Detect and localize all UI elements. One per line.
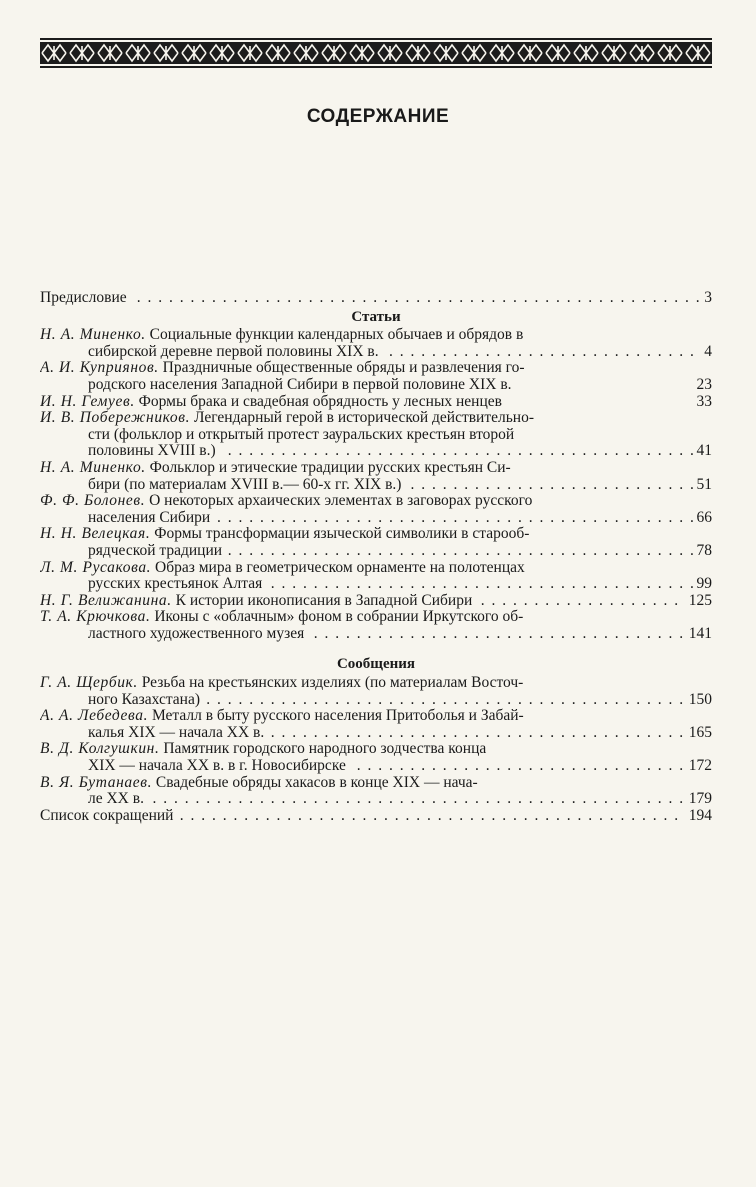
toc-entry-line	[40, 791, 712, 808]
toc-page-number: 3	[700, 290, 712, 307]
toc-page-number: 179	[685, 791, 712, 808]
toc-entry-line	[40, 758, 712, 775]
toc-entry-line	[40, 360, 712, 377]
toc-entry-author: Н. Г. Велижанина.	[40, 592, 172, 609]
toc-page-number: 41	[693, 443, 713, 460]
toc-entry-title-part: населения Сибири	[88, 509, 211, 526]
toc-entry-line	[40, 609, 712, 626]
toc-page-number: 99	[693, 576, 713, 593]
toc-entry-title-part: сибирской деревне первой половины XIX в.	[88, 343, 379, 360]
toc-entry-text	[88, 791, 148, 807]
toc-entry-line	[40, 377, 712, 394]
toc-page-number: 51	[693, 477, 713, 494]
toc-entry-title-part: Памятник городского народного зодчества конца	[163, 741, 487, 758]
toc-entry-text	[88, 576, 266, 592]
toc-entry-title-part: калья XIX — начала XX в.	[88, 724, 265, 741]
toc-entry-line	[40, 344, 712, 361]
toc-entry-title-part: Формы брака и свадебная обрядность у лесных ненцев	[138, 393, 502, 410]
toc-entry-text	[88, 344, 383, 360]
toc-entry-title-part: русских крестьянок Алтая	[88, 576, 263, 593]
toc-entry-text	[88, 725, 268, 741]
toc-entry-line	[40, 560, 712, 577]
toc-entry-author: Н. А. Миненко.	[40, 459, 146, 476]
toc-page-number: 23	[693, 377, 713, 394]
toc-entry-line	[40, 808, 712, 825]
toc-entry	[40, 394, 712, 411]
toc-entry-author: А. И. Куприянов.	[40, 360, 159, 377]
section-heading: Статьи	[351, 308, 401, 325]
toc-entry-author: В. Я. Бутанаев.	[40, 774, 153, 791]
toc-entry-title-part: бири (по материалам XVIII в.— 60-х гг. XIX в.)	[88, 476, 402, 493]
toc-entry-title-part: Иконы с «облачным» фоном в собрании Иркутского об-	[154, 609, 524, 626]
toc-entry-text	[88, 443, 220, 459]
toc-entry-text	[88, 543, 226, 559]
toc-entry-line	[40, 543, 712, 560]
table-of-contents	[40, 290, 712, 824]
toc-entry-author: Н. А. Миненко.	[40, 327, 146, 344]
toc-entry-text	[88, 510, 214, 526]
toc-entry-line	[40, 675, 712, 692]
toc-entry-text	[40, 394, 506, 410]
toc-entry-text	[88, 626, 308, 642]
toc-entry-title-part: Формы трансформации языческой символики в старооб-	[154, 526, 530, 543]
toc-entry-title-part: XIX — начала XX в. в г. Новосибирске	[88, 758, 346, 775]
toc-entry-title-part: ле XX в.	[88, 791, 144, 808]
toc-entry	[40, 526, 712, 559]
toc-entry-line	[40, 775, 712, 792]
toc-entry	[40, 775, 712, 808]
toc-entry-line	[40, 526, 712, 543]
toc-entry-title-part: сти (фольклор и открытый протест зауральских крестьян второй	[88, 426, 515, 443]
toc-entry-author: Н. Н. Велецкая.	[40, 526, 151, 543]
toc-entry-line	[40, 290, 712, 307]
toc-entry-line	[40, 692, 712, 709]
toc-entry-title-part: Образ мира в геометрическом орнаменте на полотенцах	[155, 559, 525, 576]
toc-entry-title-part: Праздничные общественные обряды и развлечения го-	[162, 360, 525, 377]
toc-entry-title-part: Металл в быту русского населения Притоболья и Забай-	[151, 708, 524, 725]
ornament-pattern-icon	[40, 38, 712, 68]
toc-entry	[40, 493, 712, 526]
toc-entry-author: А. А. Лебедева.	[40, 708, 149, 725]
toc-entry-author: Ф. Ф. Болонев.	[40, 493, 146, 510]
toc-entry-line	[40, 493, 712, 510]
toc-entry-line	[40, 460, 712, 477]
toc-entry-line	[40, 708, 712, 725]
toc-entry-line	[40, 510, 712, 527]
toc-entry-author: И. Н. Гемуев.	[40, 393, 135, 410]
section-heading: Сообщения	[336, 656, 416, 673]
toc-entry-text	[40, 593, 476, 609]
toc-entry	[40, 741, 712, 774]
toc-page-number: 33	[693, 394, 713, 411]
toc-entry-title: Список сокращений	[40, 808, 177, 824]
toc-entry-author: Т. А. Крючкова.	[40, 609, 151, 626]
toc-entry	[40, 708, 712, 741]
toc-entry-line	[40, 741, 712, 758]
toc-page-number: 165	[685, 725, 712, 742]
toc-entry-author: И. В. Побережников.	[40, 410, 191, 427]
toc-entry-title-part: К истории иконописания в Западной Сибири	[175, 592, 473, 609]
toc-entry-title-part: Легендарный герой в исторической действительно-	[193, 410, 535, 427]
toc-entry-line	[40, 725, 712, 742]
toc-page-number: 78	[693, 543, 713, 560]
toc-entry-author: Г. А. Щербик.	[40, 675, 138, 692]
toc-entry	[40, 410, 712, 460]
toc-entry-line	[40, 477, 712, 494]
toc-entry-title-part: Резьба на крестьянских изделиях (по материалам Восточ-	[141, 675, 524, 692]
toc-entry-line	[40, 593, 712, 610]
toc-page-number: 194	[685, 808, 712, 825]
toc-entry-title-part: Фольклор и этические традиции русских крестьян Си-	[149, 459, 511, 476]
toc-entry	[40, 560, 712, 593]
toc-page-number: 125	[685, 593, 712, 610]
toc-entry	[40, 593, 712, 610]
toc-entry	[40, 675, 712, 708]
toc-entry-line	[40, 327, 712, 344]
toc-entry-title-part: рядческой традиции	[88, 542, 223, 559]
toc-entry	[40, 460, 712, 493]
toc-entry-title-part: О некоторых архаических элементах в заговорах русского	[149, 493, 533, 510]
toc-entry-title-part: Свадебные обряды хакасов в конце XIX — нача-	[155, 774, 478, 791]
toc-entry-abbreviations	[40, 808, 712, 825]
toc-page-number: 172	[685, 758, 712, 775]
toc-entry-title: Предисловие	[40, 290, 131, 306]
toc-entry-text	[88, 692, 204, 708]
toc-entry-text	[88, 377, 516, 393]
toc-entry-title-part: ластного художественного музея	[88, 625, 305, 642]
toc-entry-author: В. Д. Колгушкин.	[40, 741, 160, 758]
toc-entry	[40, 360, 712, 393]
toc-entry-text	[88, 477, 405, 493]
toc-page-number: 4	[700, 344, 712, 361]
toc-entry-line	[40, 427, 712, 444]
toc-entry-title-part: половины XVIII в.)	[88, 443, 216, 460]
toc-entry-title-part: ного Казахстана)	[88, 691, 201, 708]
toc-entry-text	[88, 758, 350, 774]
toc-entry-title-part: родского населения Западной Сибири в первой половине XIX в.	[88, 376, 512, 393]
toc-entry-line	[40, 410, 712, 427]
page-title: СОДЕРЖАНИЕ	[306, 106, 450, 127]
toc-entry-author: Л. М. Русакова.	[40, 559, 152, 576]
toc-entry	[40, 327, 712, 360]
toc-entry-title-part: Социальные функции календарных обычаев и обрядов в	[149, 327, 524, 344]
toc-entry-preface	[40, 290, 712, 307]
toc-page-number: 150	[685, 692, 712, 709]
toc-entry-line	[40, 626, 712, 643]
decorative-ornament-band	[40, 38, 712, 68]
toc-entry	[40, 609, 712, 642]
toc-entry-line	[40, 576, 712, 593]
toc-page-number: 141	[685, 626, 712, 643]
toc-entry-line	[40, 443, 712, 460]
toc-entry-line	[40, 394, 712, 411]
toc-page-number: 66	[693, 510, 713, 527]
